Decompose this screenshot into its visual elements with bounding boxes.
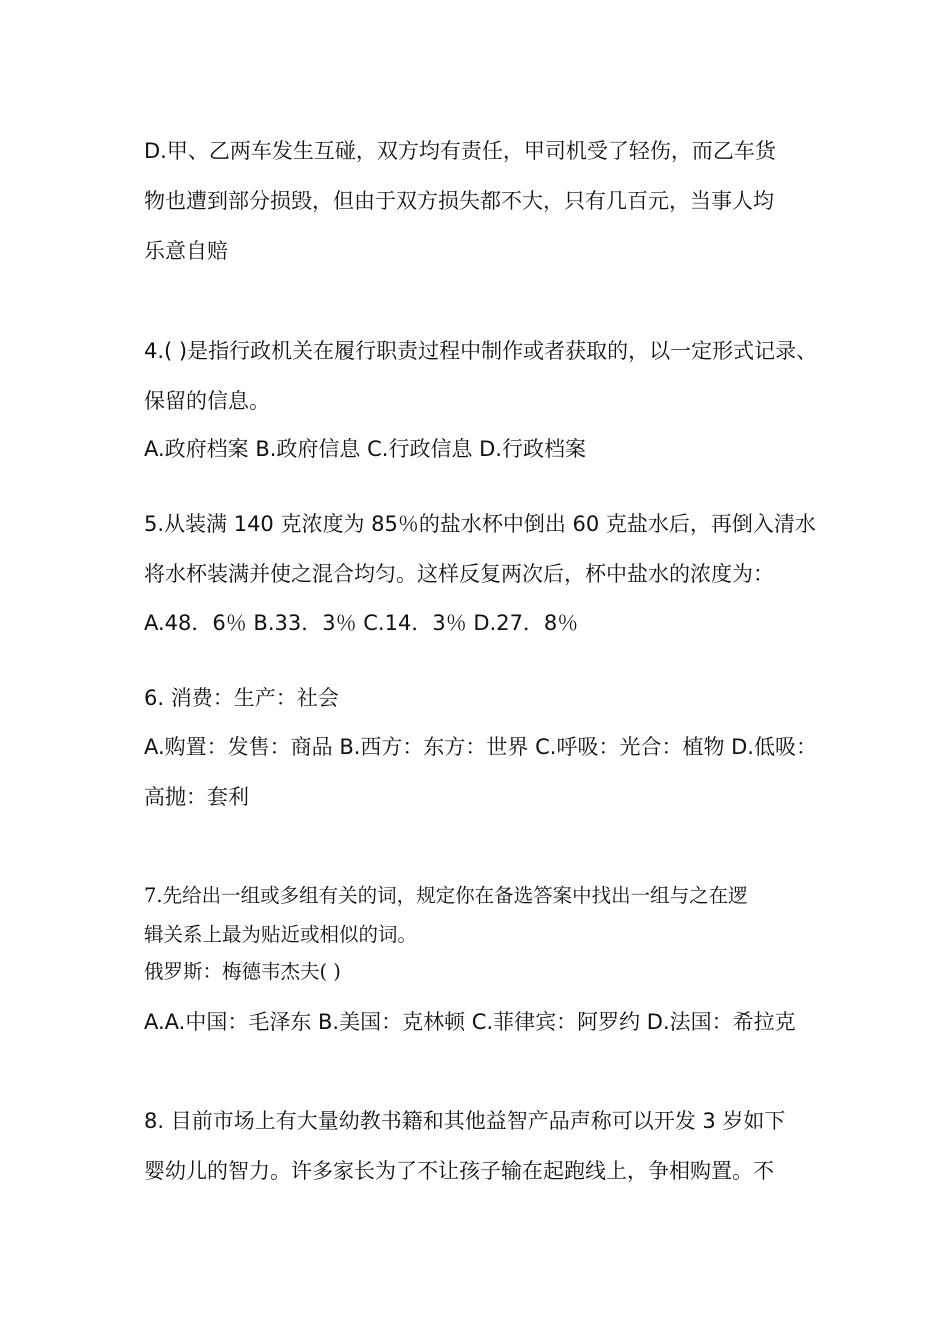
q7-prompt: 俄罗斯：梅德韦杰夫( ): [144, 960, 341, 983]
q3-option-d-line-2: 物也遭到部分损毁，但由于双方损失都不大，只有几百元，当事人均: [144, 189, 774, 213]
q8-stem-line-2: 婴幼儿的智力。许多家长为了不让孩子输在起跑线上，争相购置。不: [144, 1159, 774, 1183]
q3-option-d-line-3: 乐意自赔: [144, 239, 228, 263]
q8-stem-line-1: 8. 目前市场上有大量幼教书籍和其他益智产品声称可以开发 3 岁如下: [144, 1109, 786, 1133]
q6-options-line-2: 高抛：套利: [144, 785, 249, 809]
q7-stem-line-2: 辑关系上最为贴近或相似的词。: [144, 923, 418, 946]
q3-option-d-line-1: D.甲、乙两车发生互碰，双方均有责任，甲司机受了轻伤，而乙车货: [144, 139, 776, 163]
q7-options: A.A.中国：毛泽东 B.美国：克林顿 C.菲律宾：阿罗约 D.法国：希拉克: [144, 1010, 796, 1034]
q7-stem-line-1: 7.先给出一组或多组有关的词，规定你在备选答案中找出一组与之在逻: [144, 884, 748, 907]
q4-stem-line-1: 4.( )是指行政机关在履行职责过程中制作或者获取的，以一定形式记录、: [144, 339, 818, 363]
q5-options: A.48．6％ B.33．3％ C.14．3％ D.27．8％: [144, 611, 579, 635]
q6-stem: 6. 消费：生产：社会: [144, 686, 339, 710]
q6-options-line-1: A.购置：发售：商品 B.西方：东方：世界 C.呼吸：光合：植物 D.低吸：: [144, 735, 817, 759]
q4-stem-line-2: 保留的信息。: [144, 389, 270, 413]
q5-stem-line-1: 5.从装满 140 克浓度为 85％的盐水杯中倒出 60 克盐水后，再倒入清水: [144, 512, 816, 536]
q5-stem-line-2: 将水杯装满并使之混合均匀。这样反复两次后，杯中盐水的浓度为：: [144, 562, 774, 586]
q4-options: A.政府档案 B.政府信息 C.行政信息 D.行政档案: [144, 437, 586, 461]
